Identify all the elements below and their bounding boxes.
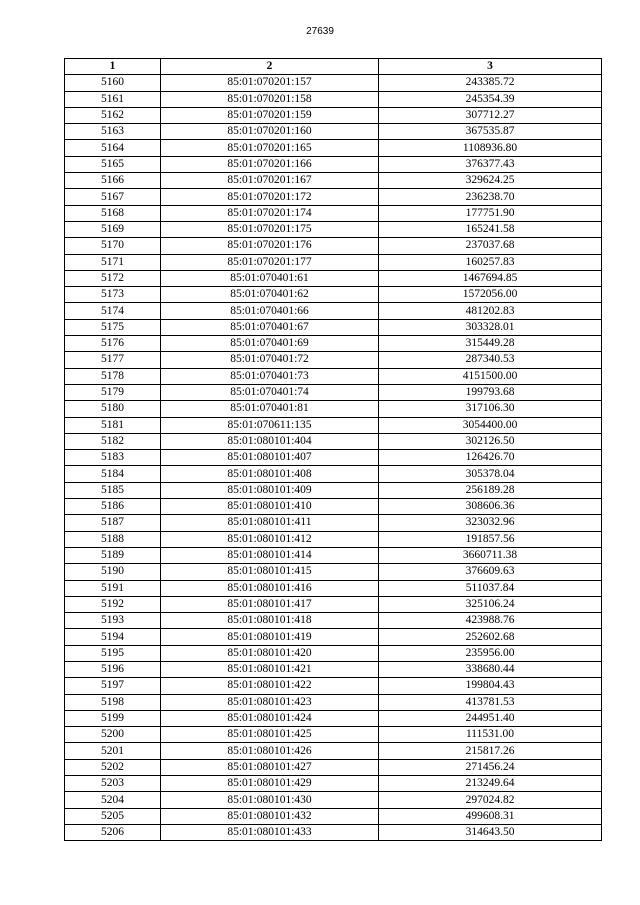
cadastral-number-cell: 85:01:080101:432 [161,808,379,824]
value-cell: 3660711.38 [379,547,602,563]
row-number-cell: 5193 [65,613,161,629]
cadastral-number-cell: 85:01:080101:412 [161,531,379,547]
value-cell: 323032.96 [379,515,602,531]
table-row [65,613,602,629]
table-row [65,368,602,384]
row-number-cell: 5201 [65,743,161,759]
value-cell: 191857.56 [379,531,602,547]
table-row [65,564,602,580]
row-number-cell: 5164 [65,140,161,156]
row-number-cell: 5160 [65,75,161,91]
cadastral-number-cell: 85:01:080101:408 [161,466,379,482]
table-row [65,156,602,172]
cadastral-number-cell: 85:01:070201:165 [161,140,379,156]
table-row [65,694,602,710]
table-row [65,580,602,596]
value-cell: 236238.70 [379,189,602,205]
table-row [65,417,602,433]
table-row [65,710,602,726]
value-cell: 3054400.00 [379,417,602,433]
value-cell: 481202.83 [379,303,602,319]
cadastral-number-cell: 85:01:070201:158 [161,91,379,107]
cadastral-number-cell: 85:01:080101:417 [161,596,379,612]
row-number-cell: 5180 [65,401,161,417]
value-cell: 126426.70 [379,450,602,466]
table-row [65,466,602,482]
value-cell: 1108936.80 [379,140,602,156]
table-row [65,482,602,498]
table-row [65,450,602,466]
cadastral-number-cell: 85:01:080101:419 [161,629,379,645]
cadastral-number-cell: 85:01:070611:135 [161,417,379,433]
value-cell: 413781.53 [379,694,602,710]
cadastral-number-cell: 85:01:080101:422 [161,678,379,694]
table-row [65,173,602,189]
table-row [65,384,602,400]
row-number-cell: 5167 [65,189,161,205]
value-cell: 308606.36 [379,499,602,515]
cadastral-number-cell: 85:01:070201:177 [161,254,379,270]
value-cell: 235956.00 [379,645,602,661]
table-row [65,221,602,237]
cadastral-number-cell: 85:01:070201:159 [161,107,379,123]
table-row [65,531,602,547]
cadastral-number-cell: 85:01:070401:72 [161,352,379,368]
cadastral-number-cell: 85:01:080101:430 [161,792,379,808]
row-number-cell: 5182 [65,433,161,449]
cadastral-number-cell: 85:01:080101:407 [161,450,379,466]
table-row [65,124,602,140]
table-row [65,401,602,417]
value-cell: 245354.39 [379,91,602,107]
cadastral-number-cell: 85:01:080101:429 [161,776,379,792]
table-row [65,319,602,335]
value-cell: 1467694.85 [379,270,602,286]
row-number-cell: 5204 [65,792,161,808]
value-cell: 199804.43 [379,678,602,694]
table-row [65,352,602,368]
row-number-cell: 5203 [65,776,161,792]
row-number-cell: 5166 [65,173,161,189]
row-number-cell: 5189 [65,547,161,563]
value-cell: 511037.84 [379,580,602,596]
table-row [65,303,602,319]
value-cell: 307712.27 [379,107,602,123]
row-number-cell: 5192 [65,596,161,612]
cadastral-number-cell: 85:01:070401:74 [161,384,379,400]
table-row [65,189,602,205]
row-number-cell: 5200 [65,727,161,743]
row-number-cell: 5205 [65,808,161,824]
value-cell: 303328.01 [379,319,602,335]
table-header-row [65,59,602,75]
cadastral-number-cell: 85:01:070201:160 [161,124,379,140]
cadastral-number-cell: 85:01:080101:426 [161,743,379,759]
cadastral-number-cell: 85:01:080101:404 [161,433,379,449]
row-number-cell: 5191 [65,580,161,596]
row-number-cell: 5175 [65,319,161,335]
cadastral-number-cell: 85:01:080101:433 [161,824,379,840]
cadastral-number-cell: 85:01:070401:62 [161,287,379,303]
table-row [65,140,602,156]
value-cell: 287340.53 [379,352,602,368]
value-cell: 302126.50 [379,433,602,449]
table-row [65,499,602,515]
row-number-cell: 5202 [65,759,161,775]
cadastral-number-cell: 85:01:080101:420 [161,645,379,661]
column-header: 3 [379,59,602,75]
table-row [65,727,602,743]
table-row [65,515,602,531]
table-row [65,287,602,303]
value-cell: 4151500.00 [379,368,602,384]
cadastral-number-cell: 85:01:080101:410 [161,499,379,515]
cadastral-number-cell: 85:01:080101:425 [161,727,379,743]
table-row [65,75,602,91]
table-row [65,596,602,612]
cadastral-number-cell: 85:01:070401:69 [161,336,379,352]
table-row [65,645,602,661]
cadastral-number-cell: 85:01:070401:67 [161,319,379,335]
value-cell: 376377.43 [379,156,602,172]
value-cell: 243385.72 [379,75,602,91]
row-number-cell: 5173 [65,287,161,303]
cadastral-number-cell: 85:01:070201:166 [161,156,379,172]
row-number-cell: 5199 [65,710,161,726]
table-row [65,792,602,808]
row-number-cell: 5196 [65,661,161,677]
value-cell: 338680.44 [379,661,602,677]
row-number-cell: 5183 [65,450,161,466]
value-cell: 325106.24 [379,596,602,612]
cadastral-number-cell: 85:01:080101:421 [161,661,379,677]
value-cell: 315449.28 [379,336,602,352]
column-header: 2 [161,59,379,75]
table-row [65,776,602,792]
cadastral-number-cell: 85:01:070201:175 [161,221,379,237]
value-cell: 314643.50 [379,824,602,840]
row-number-cell: 5197 [65,678,161,694]
value-cell: 199793.68 [379,384,602,400]
value-cell: 1572056.00 [379,287,602,303]
value-cell: 271456.24 [379,759,602,775]
row-number-cell: 5186 [65,499,161,515]
value-cell: 256189.28 [379,482,602,498]
cadastral-number-cell: 85:01:080101:416 [161,580,379,596]
cadastral-number-cell: 85:01:080101:427 [161,759,379,775]
row-number-cell: 5195 [65,645,161,661]
row-number-cell: 5163 [65,124,161,140]
row-number-cell: 5187 [65,515,161,531]
cadastral-number-cell: 85:01:070201:172 [161,189,379,205]
cadastral-number-cell: 85:01:070201:176 [161,238,379,254]
row-number-cell: 5181 [65,417,161,433]
cadastral-number-cell: 85:01:070201:174 [161,205,379,221]
row-number-cell: 5184 [65,466,161,482]
value-cell: 177751.90 [379,205,602,221]
row-number-cell: 5174 [65,303,161,319]
value-cell: 252602.68 [379,629,602,645]
cadastral-number-cell: 85:01:080101:414 [161,547,379,563]
row-number-cell: 5165 [65,156,161,172]
row-number-cell: 5162 [65,107,161,123]
column-header: 1 [65,59,161,75]
value-cell: 213249.64 [379,776,602,792]
table-row [65,205,602,221]
row-number-cell: 5177 [65,352,161,368]
row-number-cell: 5170 [65,238,161,254]
table-row [65,336,602,352]
cadastral-number-cell: 85:01:080101:424 [161,710,379,726]
table-row [65,743,602,759]
value-cell: 111531.00 [379,727,602,743]
table-row [65,808,602,824]
table-row [65,824,602,840]
page-number: 27639 [306,26,334,37]
cadastral-number-cell: 85:01:070401:61 [161,270,379,286]
row-number-cell: 5168 [65,205,161,221]
cadastral-number-cell: 85:01:070401:66 [161,303,379,319]
row-number-cell: 5169 [65,221,161,237]
cadastral-number-cell: 85:01:070401:81 [161,401,379,417]
cadastral-number-cell: 85:01:070201:157 [161,75,379,91]
table-body [65,75,602,841]
table-row [65,433,602,449]
value-cell: 244951.40 [379,710,602,726]
value-cell: 317106.30 [379,401,602,417]
row-number-cell: 5190 [65,564,161,580]
row-number-cell: 5185 [65,482,161,498]
data-table [64,58,602,841]
row-number-cell: 5176 [65,336,161,352]
row-number-cell: 5161 [65,91,161,107]
row-number-cell: 5179 [65,384,161,400]
value-cell: 367535.87 [379,124,602,140]
value-cell: 376609.63 [379,564,602,580]
row-number-cell: 5194 [65,629,161,645]
row-number-cell: 5178 [65,368,161,384]
cadastral-number-cell: 85:01:080101:418 [161,613,379,629]
table-row [65,678,602,694]
table-row [65,759,602,775]
cadastral-number-cell: 85:01:080101:423 [161,694,379,710]
row-number-cell: 5172 [65,270,161,286]
value-cell: 215817.26 [379,743,602,759]
value-cell: 329624.25 [379,173,602,189]
cadastral-number-cell: 85:01:070201:167 [161,173,379,189]
cadastral-number-cell: 85:01:070401:73 [161,368,379,384]
table-row [65,107,602,123]
value-cell: 160257.83 [379,254,602,270]
value-cell: 237037.68 [379,238,602,254]
value-cell: 423988.76 [379,613,602,629]
table-row [65,91,602,107]
value-cell: 297024.82 [379,792,602,808]
cadastral-number-cell: 85:01:080101:409 [161,482,379,498]
row-number-cell: 5171 [65,254,161,270]
table-row [65,629,602,645]
row-number-cell: 5188 [65,531,161,547]
table-row [65,254,602,270]
value-cell: 499608.31 [379,808,602,824]
row-number-cell: 5206 [65,824,161,840]
value-cell: 305378.04 [379,466,602,482]
value-cell: 165241.58 [379,221,602,237]
table-row [65,661,602,677]
table-row [65,238,602,254]
cadastral-number-cell: 85:01:080101:415 [161,564,379,580]
cadastral-number-cell: 85:01:080101:411 [161,515,379,531]
table-row [65,270,602,286]
table-row [65,547,602,563]
row-number-cell: 5198 [65,694,161,710]
